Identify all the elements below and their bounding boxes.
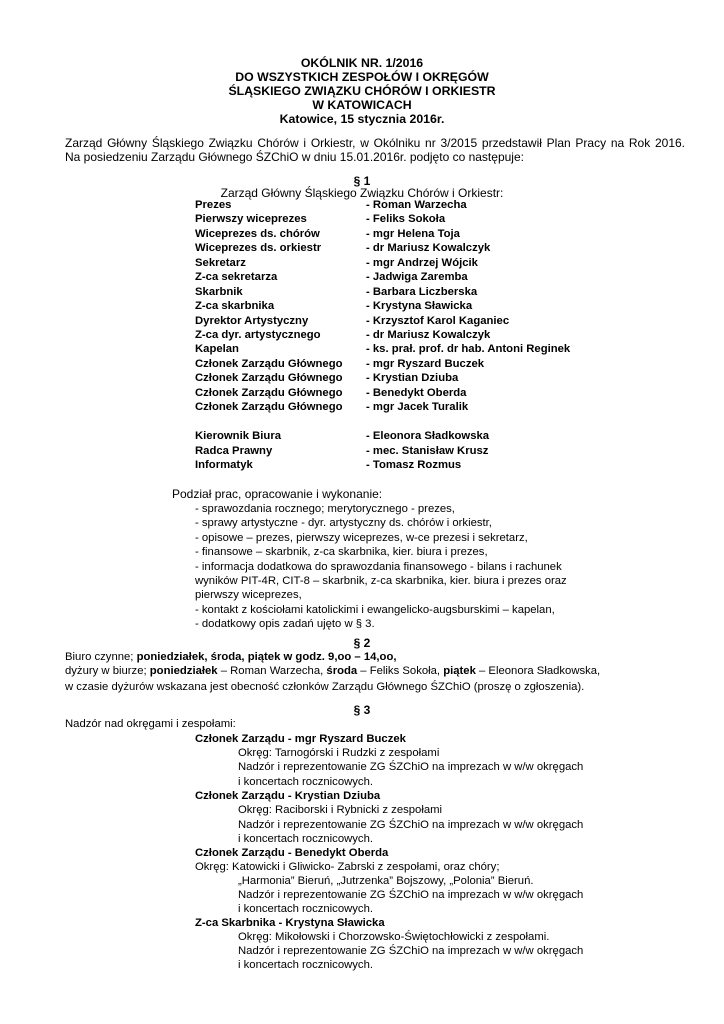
board-role: Członek Zarządu Głównego: [195, 387, 343, 399]
supervisor-duty: i koncertach rocznicowych.: [238, 776, 373, 788]
board-name: - ks. prał. prof. dr hab. Antoni Reginek: [366, 343, 571, 355]
supervisor-choirs: „Harmonia” Bieruń, „Jutrzenka” Bojszowy, „Polonia” Bieruń.: [238, 875, 534, 887]
board-name: - dr Mariusz Kowalczyk: [366, 329, 491, 341]
board-name: - Barbara Liczberska: [366, 286, 478, 298]
board-name: - mgr Ryszard Buczek: [366, 358, 485, 370]
division-line: - opisowe – prezes, pierwszy wiceprezes, w-ce prezesi i sekretarz,: [195, 532, 528, 544]
supervisor-duty: Nadzór i reprezentowanie ZG ŚZChiO na imprezach w w/w okręgach: [238, 889, 584, 901]
office-role: Radca Prawny: [195, 445, 273, 457]
board-role: Prezes: [195, 199, 232, 211]
doc-date: Katowice, 15 stycznia 2016r.: [279, 112, 445, 126]
doc-title-line3: ŚLĄSKIEGO ZWIĄZKU CHÓRÓW I ORKIESTR: [228, 84, 496, 98]
board-role: Z-ca dyr. artystycznego: [195, 329, 321, 341]
division-line: - sprawy artystyczne - dyr. artystyczny ds. chórów i orkiestr,: [195, 517, 492, 529]
section-3-heading: § 3: [353, 703, 371, 717]
supervisor-title: Z-ca Skarbnika - Krystyna Sławicka: [195, 917, 385, 929]
supervisor-title: Członek Zarządu - Krystian Dziuba: [195, 790, 381, 802]
division-title: Podział prac, opracowanie i wykonanie:: [172, 487, 383, 501]
board-role: Z-ca sekretarza: [195, 271, 278, 283]
section-1-heading: § 1: [353, 174, 371, 188]
board-name: - Feliks Sokoła: [366, 213, 446, 225]
supervisor-duty: i koncertach rocznicowych.: [238, 959, 373, 971]
intro-line-1: Zarząd Główny Śląskiego Związku Chórów i Orkiestr, w Okólniku nr 3/2015 przedstawił Plan Pracy na Rok 2016.: [65, 136, 685, 150]
board-name: - Benedykt Oberda: [366, 387, 467, 399]
supervisor-title: Członek Zarządu - Benedykt Oberda: [195, 847, 389, 859]
supervisor-duty: Nadzór i reprezentowanie ZG ŚZChiO na imprezach w w/w okręgach: [238, 819, 584, 831]
doc-title-line4: W KATOWICACH: [312, 98, 412, 112]
supervisor-title: Członek Zarządu - mgr Ryszard Buczek: [195, 733, 406, 745]
board-role: Pierwszy wiceprezes: [195, 213, 307, 225]
duty-label: dyżury w biurze;: [65, 665, 150, 677]
division-line: - informacja dodatkowa do sprawozdania finansowego - bilans i rachunek: [195, 561, 562, 573]
board-name: - Krzysztof Karol Kaganiec: [366, 315, 510, 327]
supervisor-duty: i koncertach rocznicowych.: [238, 833, 373, 845]
board-name: - Roman Warzecha: [366, 199, 467, 211]
intro-line-2: Na posiedzeniu Zarządu Głównego ŚZChiO w dniu 15.01.2016r. podjęto co następuje:: [65, 150, 524, 164]
office-name: - Eleonora Sładkowska: [366, 430, 490, 442]
board-role: Skarbnik: [195, 286, 243, 298]
division-line: - sprawozdania rocznego; merytorycznego - prezes,: [195, 503, 455, 515]
division-line: pierwszy wiceprezes,: [195, 589, 302, 601]
board-name: - Krystyna Sławicka: [366, 300, 473, 312]
office-role: Informatyk: [195, 459, 253, 471]
board-name: - mgr Helena Toja: [366, 228, 460, 240]
doc-title-line2: DO WSZYSTKICH ZESPOŁÓW I OKRĘGÓW: [235, 70, 489, 84]
duty-day: poniedziałek: [149, 665, 218, 677]
supervisor-district: Okręg: Raciborski i Rybnicki z zespołami: [238, 804, 443, 816]
board-name: - Krystian Dziuba: [366, 372, 459, 384]
office-hours-days: poniedziałek, środa, piątek w godz. 9,oo – 14,oo,: [136, 651, 397, 663]
duty-note: w czasie dyżurów wskazana jest obecność członków Zarządu Głównego ŚZChiO (proszę o zgłoszenia).: [65, 681, 585, 693]
board-name: - mgr Andrzej Wójcik: [366, 257, 478, 269]
office-hours-label: Biuro czynne;: [65, 651, 137, 663]
section-2-heading: § 2: [353, 636, 371, 650]
board-name: - mgr Jacek Turalik: [366, 401, 469, 413]
supervisor-duty: i koncertach rocznicowych.: [238, 903, 373, 915]
office-role: Kierownik Biura: [195, 430, 282, 442]
section-3-intro: Nadzór nad okręgami i zespołami:: [65, 718, 236, 730]
duty-person: – Eleonora Sładkowska,: [475, 665, 601, 677]
office-name: - mec. Stanisław Krusz: [366, 445, 489, 457]
division-line: - kontakt z kościołami katolickimi i ewangelicko-augsburskimi – kapelan,: [195, 604, 555, 616]
board-role: Wiceprezes ds. chórów: [195, 228, 320, 240]
division-line: - finansowe – skarbnik, z-ca skarbnika, kier. biura i prezes,: [195, 546, 488, 558]
supervisor-district: Okręg: Tarnogórski i Rudzki z zespołami: [238, 747, 440, 759]
board-role: Członek Zarządu Głównego: [195, 358, 343, 370]
duty-line: [65, 664, 600, 678]
duty-day: środa: [326, 665, 358, 677]
supervisor-duty: Nadzór i reprezentowanie ZG ŚZChiO na imprezach w w/w okręgach: [238, 945, 584, 957]
board-name: - dr Mariusz Kowalczyk: [366, 242, 491, 254]
doc-title: OKÓLNIK NR. 1/2016: [300, 56, 424, 70]
supervisor-district: Okręg: Katowicki i Gliwicko- Zabrski z zespołami, oraz chóry;: [195, 861, 500, 873]
division-line: wyników PIT-4R, CIT-8 – skarbnik, z-ca skarbnika, kier. biura i prezes oraz: [195, 575, 567, 587]
office-hours-line: [65, 650, 396, 664]
duty-person: – Feliks Sokoła,: [357, 665, 444, 677]
board-role: Wiceprezes ds. orkiestr: [195, 242, 322, 254]
board-role: Kapelan: [195, 343, 239, 355]
board-name: - Jadwiga Zaremba: [366, 271, 468, 283]
duty-person: – Roman Warzecha,: [217, 665, 327, 677]
board-role: Członek Zarządu Głównego: [195, 372, 343, 384]
board-role: Członek Zarządu Głównego: [195, 401, 343, 413]
supervisor-duty: Nadzór i reprezentowanie ZG ŚZChiO na imprezach w w/w okręgach: [238, 761, 584, 773]
office-name: - Tomasz Rozmus: [366, 459, 462, 471]
board-role: Sekretarz: [195, 257, 246, 269]
division-line: - dodatkowy opis zadań ujęto w § 3.: [195, 618, 375, 630]
supervisor-district: Okręg: Mikołowski i Chorzowsko-Świętochłowicki z zespołami.: [238, 931, 550, 943]
board-role: Dyrektor Artystyczny: [195, 315, 309, 327]
duty-day: piątek: [443, 665, 476, 677]
board-role: Z-ca skarbnika: [195, 300, 275, 312]
section-1-subtitle: Zarząd Główny Śląskiego Związku Chórów i Orkiestr:: [220, 186, 504, 200]
